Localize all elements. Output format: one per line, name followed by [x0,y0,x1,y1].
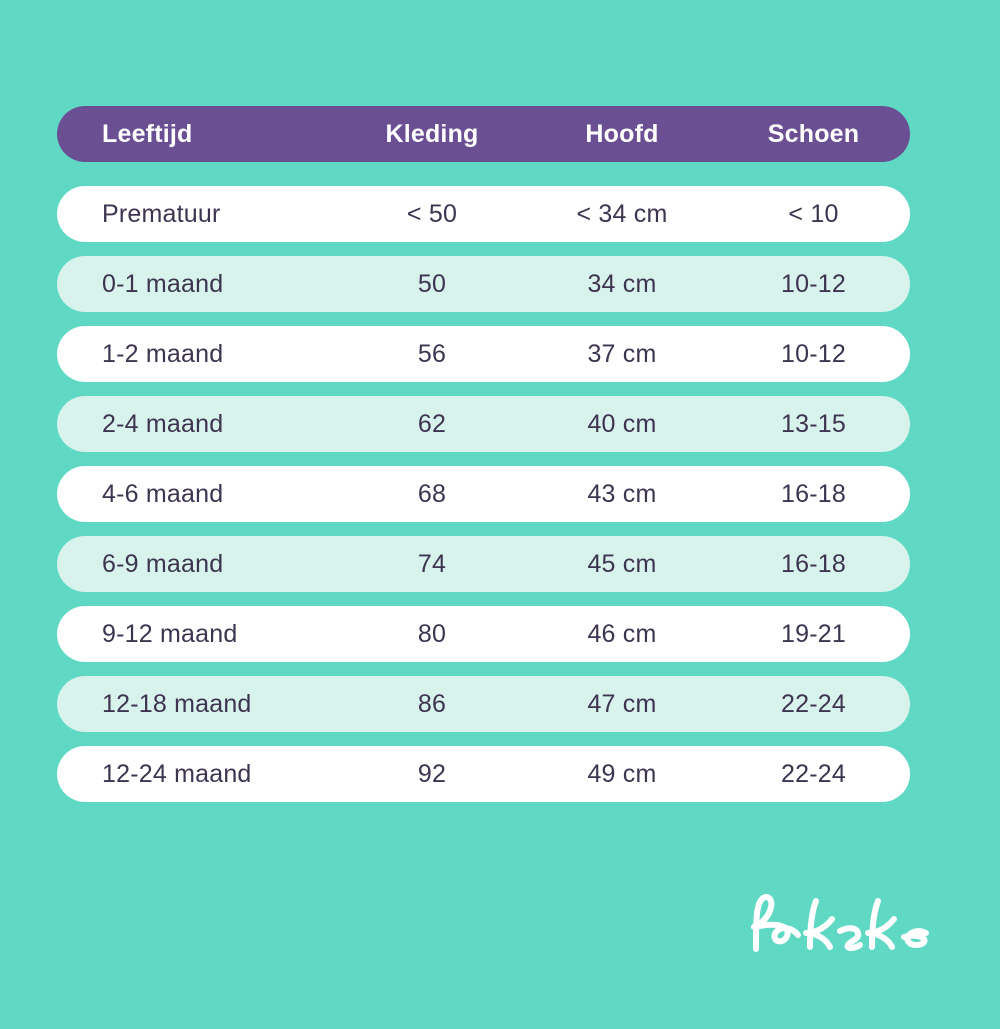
table-row [57,326,910,382]
cell-leeftijd: 2-4 maand [102,409,224,438]
column-header-schoen: Schoen [767,119,860,148]
table-row [57,606,910,662]
cell-schoen: 16-18 [781,479,846,508]
cell-kleding: 74 [417,549,447,578]
column-header-hoofd: Hoofd [585,119,659,148]
cell-leeftijd: 9-12 maand [102,619,238,648]
cell-schoen: < 10 [788,199,839,228]
cell-kleding: 62 [417,409,447,438]
table-row [57,466,910,522]
cell-schoen: 10-12 [781,269,846,298]
table-header-row [57,106,910,162]
cell-leeftijd: 1-2 maand [102,339,224,368]
cell-kleding: 50 [417,269,447,298]
cell-kleding: 86 [417,689,447,718]
cell-kleding: 56 [417,339,447,368]
size-chart-table [57,106,910,816]
cell-hoofd: 45 cm [587,549,657,578]
cell-schoen: 10-12 [781,339,846,368]
column-header-leeftijd: Leeftijd [102,119,193,148]
cell-leeftijd: 6-9 maand [102,549,224,578]
cell-schoen: 16-18 [781,549,846,578]
cell-leeftijd: 12-18 maand [102,689,252,718]
cell-hoofd: < 34 cm [576,199,668,228]
cell-hoofd: 46 cm [587,619,657,648]
table-row [57,256,910,312]
cell-schoen: 13-15 [781,409,846,438]
cell-leeftijd: 0-1 maand [102,269,224,298]
cell-hoofd: 47 cm [587,689,657,718]
cell-schoen: 19-21 [781,619,846,648]
table-row [57,396,910,452]
cell-kleding: 80 [417,619,447,648]
table-row [57,536,910,592]
cell-leeftijd: Prematuur [102,199,221,228]
column-header-kleding: Kleding [385,119,479,148]
cell-kleding: < 50 [406,199,458,228]
cell-hoofd: 37 cm [587,339,657,368]
cell-leeftijd: 4-6 maand [102,479,224,508]
cell-hoofd: 49 cm [587,759,657,788]
cell-hoofd: 43 cm [587,479,657,508]
brand-logo [740,887,940,967]
cell-kleding: 92 [417,759,447,788]
table-row [57,746,910,802]
cell-leeftijd: 12-24 maand [102,759,252,788]
table-row [57,676,910,732]
cell-kleding: 68 [417,479,447,508]
cell-hoofd: 40 cm [587,409,657,438]
cell-schoen: 22-24 [781,759,846,788]
table-row [57,186,910,242]
cell-schoen: 22-24 [781,689,846,718]
cell-hoofd: 34 cm [587,269,657,298]
